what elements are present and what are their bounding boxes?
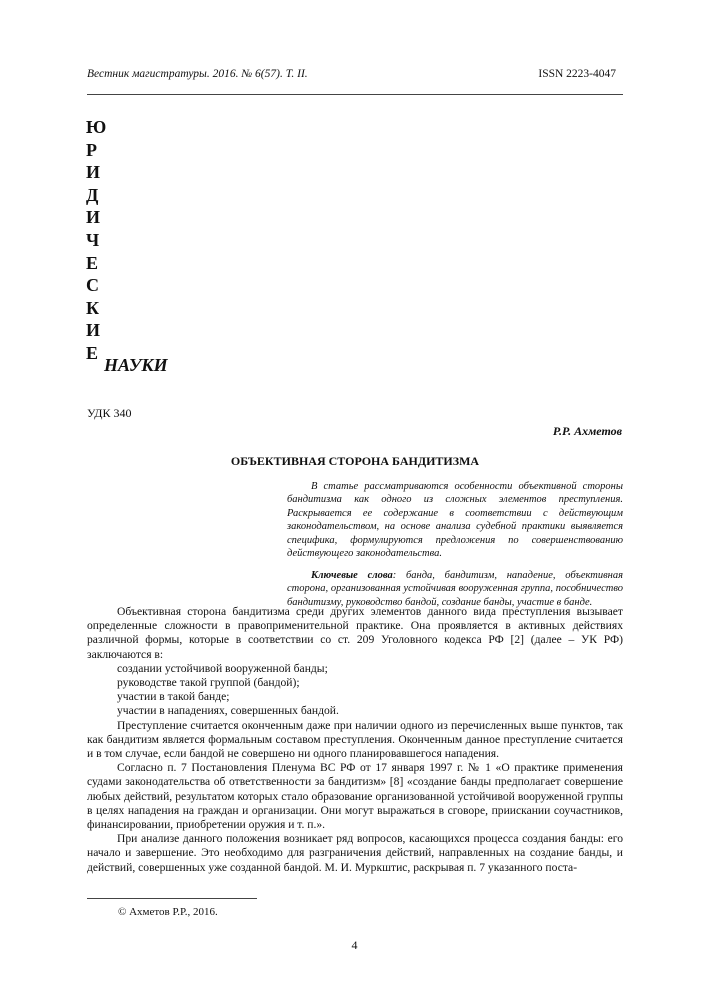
section-word: НАУКИ [104,355,168,375]
body-paragraph: При анализе данного положения возникает ряд вопросов, касающихся процесса создания банды: его начало и завершение. Это необходимо для разграничения действий, направленных на создание банды, и действий, совершенных уже созданной бандой. М. И. Муркштис, раскрывая п. 7 указанного поста- [87,832,623,874]
section-letter: Д [86,184,99,205]
author-name: Р.Р. Ахметов [552,424,622,438]
section-letter: И [86,162,101,183]
section-letter: Ч [86,229,100,250]
page-number: 4 [351,938,358,952]
keywords-text: : банда, бандитизм, нападение, объективная сторона, организованная устойчивая вооруженная группа, пособничество бандитизму, руководство бандой, создание банды, участие в банде. [287,570,623,608]
section-letter: И [86,320,101,341]
keywords-label: Ключевые слова [311,570,393,581]
body-paragraph: Согласно п. 7 Постановления Пленума ВС РФ от 17 января 1997 г. № 1 «О практике применения судами законодательства об ответственности за бандитизм» [8] «создание банды предполагает совершение любых действий, результатом которых стало образование организованной устойчивой вооруженной группы в целях нападения на граждан и организации. Они могут выражаться в сговоре, приискании соучастников, финансировании, приобретении оружия и т. п.». [87,761,623,832]
list-item: участии в такой банде; [117,690,230,704]
section-letter: С [86,275,99,296]
section-letter: К [86,297,100,318]
header-rule [87,94,623,95]
section-letter: И [86,207,101,228]
article-title: ОБЪЕКТИВНАЯ СТОРОНА БАНДИТИЗМА [230,454,480,468]
issn: ISSN 2223-4047 [538,68,616,80]
section-vertical-heading [86,116,116,365]
footnote-rule [87,898,257,899]
section-letter: Р [86,139,97,160]
copyright-footnote: © Ахметов Р.Р., 2016. [118,906,218,918]
section-letter: Е [86,342,99,363]
article-body [87,605,623,875]
body-paragraph: Объективная сторона бандитизма среди других элементов данного вида преступления вызывает определенные сложности в правоприменительной практике. Она проявляется в активных действиях различной формы, которые в соответствии со ст. 209 Уголовного кодекса РФ [2] (далее – УК РФ) заключаются в: [87,605,623,661]
abstract-text: В статье рассматриваются особенности объективной стороны бандитизма как одного из сложных элементов преступления. Раскрывается ее содержание в соответствии с действующим законодательством, на основе анализа судебной практики выявляется специфика, формулируются предложения по совершенствованию действующего законодательства. [287,481,623,560]
keywords [287,569,623,609]
section-letter: Ю [86,117,107,137]
list-item: участии в нападениях, совершенных бандой. [117,704,339,718]
udk-code: УДК 340 [87,406,132,420]
list-item: руководстве такой группой (бандой); [117,676,300,690]
list-item: создании устойчивой вооруженной банды; [117,661,328,675]
body-paragraph: Преступление считается оконченным даже при наличии одного из перечисленных выше пунктов, так как бандитизм является формальным составом преступления. Оконченным данное преступление считается и в том случае, если бандой не совершено ни одного планировавшегося нападения. [87,718,623,761]
journal-citation: Вестник магистратуры. 2016. № 6(57). Т. II. [87,68,308,80]
running-header [87,68,618,84]
section-letter: Е [86,252,99,273]
abstract [287,480,623,560]
